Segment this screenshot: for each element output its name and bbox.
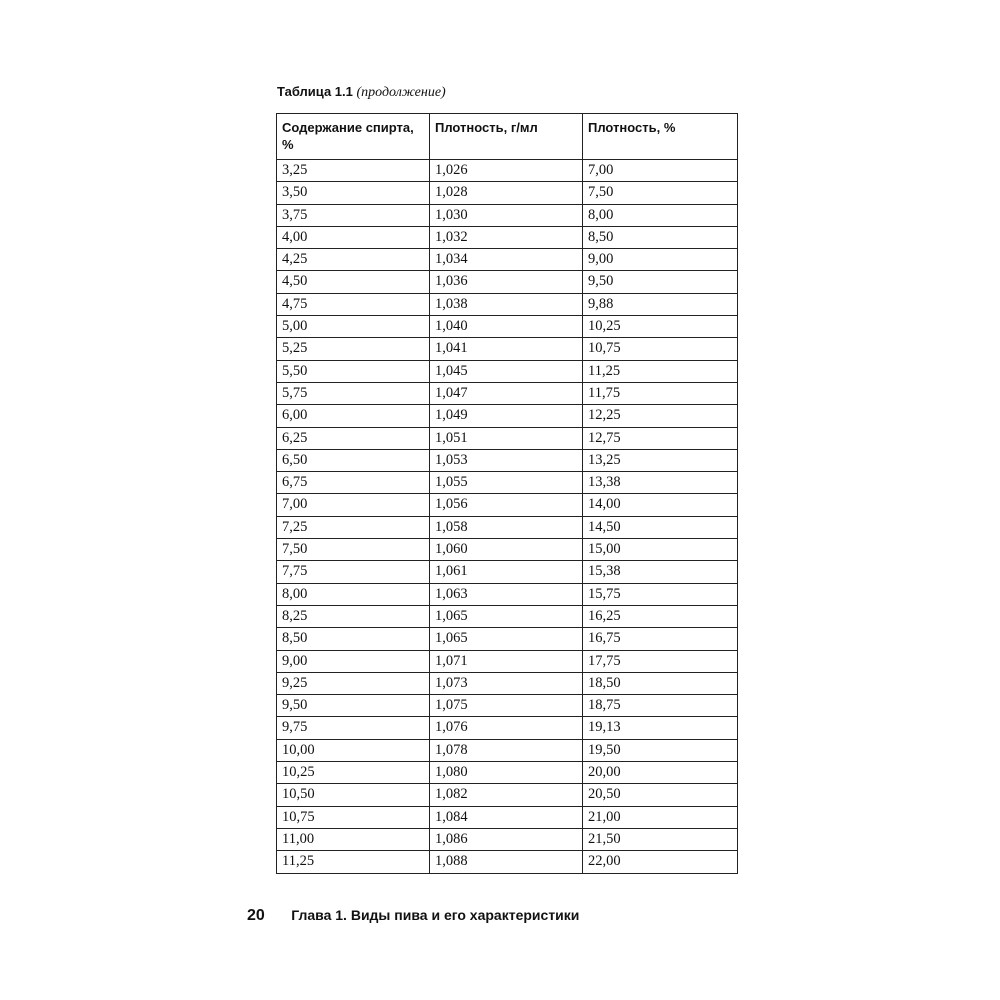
cell-density-gml: 1,041 — [430, 338, 583, 360]
cell-density-percent: 19,50 — [583, 739, 738, 761]
cell-alcohol: 7,50 — [277, 539, 430, 561]
table-row — [277, 472, 738, 494]
cell-density-percent: 12,75 — [583, 427, 738, 449]
cell-alcohol: 11,25 — [277, 851, 430, 873]
cell-density-gml: 1,060 — [430, 539, 583, 561]
cell-density-percent: 9,50 — [583, 271, 738, 293]
cell-density-gml: 1,082 — [430, 784, 583, 806]
cell-alcohol: 9,25 — [277, 672, 430, 694]
cell-alcohol: 5,25 — [277, 338, 430, 360]
page-number: 20 — [247, 907, 265, 924]
cell-alcohol: 4,50 — [277, 271, 430, 293]
cell-density-percent: 13,25 — [583, 449, 738, 471]
cell-density-gml: 1,040 — [430, 316, 583, 338]
table-row — [277, 739, 738, 761]
cell-alcohol: 10,75 — [277, 806, 430, 828]
cell-density-percent: 11,75 — [583, 382, 738, 404]
cell-density-gml: 1,075 — [430, 695, 583, 717]
cell-alcohol: 6,25 — [277, 427, 430, 449]
cell-alcohol: 6,75 — [277, 472, 430, 494]
cell-density-percent: 8,50 — [583, 226, 738, 248]
cell-density-percent: 17,75 — [583, 650, 738, 672]
table-row — [277, 338, 738, 360]
cell-alcohol: 5,50 — [277, 360, 430, 382]
cell-alcohol: 5,75 — [277, 382, 430, 404]
table-row — [277, 828, 738, 850]
cell-density-gml: 1,088 — [430, 851, 583, 873]
cell-density-gml: 1,053 — [430, 449, 583, 471]
cell-alcohol: 6,00 — [277, 405, 430, 427]
cell-density-percent: 15,00 — [583, 539, 738, 561]
table-row — [277, 316, 738, 338]
cell-alcohol: 3,25 — [277, 160, 430, 182]
table-row — [277, 427, 738, 449]
cell-density-percent: 15,75 — [583, 583, 738, 605]
table-row — [277, 672, 738, 694]
table-row — [277, 271, 738, 293]
cell-density-gml: 1,034 — [430, 249, 583, 271]
cell-alcohol: 10,50 — [277, 784, 430, 806]
page-footer — [247, 907, 579, 925]
cell-density-percent: 14,50 — [583, 516, 738, 538]
cell-density-percent: 10,75 — [583, 338, 738, 360]
table-row — [277, 762, 738, 784]
table-caption-label: Таблица 1.1 — [277, 84, 353, 99]
cell-density-gml: 1,038 — [430, 293, 583, 315]
column-header-density-percent: Плотность, % — [583, 114, 738, 160]
cell-alcohol: 4,75 — [277, 293, 430, 315]
column-header-density-gml: Плотность, г/мл — [430, 114, 583, 160]
cell-density-gml: 1,028 — [430, 182, 583, 204]
table-row — [277, 449, 738, 471]
cell-density-gml: 1,047 — [430, 382, 583, 404]
cell-density-percent: 21,50 — [583, 828, 738, 850]
cell-density-percent: 20,00 — [583, 762, 738, 784]
table-row — [277, 204, 738, 226]
cell-alcohol: 7,00 — [277, 494, 430, 516]
cell-density-percent: 14,00 — [583, 494, 738, 516]
cell-alcohol: 4,00 — [277, 226, 430, 248]
cell-density-gml: 1,049 — [430, 405, 583, 427]
cell-density-percent: 22,00 — [583, 851, 738, 873]
cell-alcohol: 11,00 — [277, 828, 430, 850]
cell-density-percent: 8,00 — [583, 204, 738, 226]
column-header-alcohol: Содержание спирта, % — [277, 114, 430, 160]
table-row — [277, 382, 738, 404]
table-row — [277, 182, 738, 204]
cell-density-percent: 7,00 — [583, 160, 738, 182]
cell-density-percent: 11,25 — [583, 360, 738, 382]
table-row — [277, 806, 738, 828]
table-row — [277, 784, 738, 806]
cell-alcohol: 8,25 — [277, 605, 430, 627]
cell-density-percent: 13,38 — [583, 472, 738, 494]
table-row — [277, 405, 738, 427]
table-row — [277, 650, 738, 672]
cell-density-gml: 1,036 — [430, 271, 583, 293]
cell-density-percent: 21,00 — [583, 806, 738, 828]
cell-alcohol: 4,25 — [277, 249, 430, 271]
cell-density-gml: 1,030 — [430, 204, 583, 226]
table-row — [277, 717, 738, 739]
cell-density-gml: 1,051 — [430, 427, 583, 449]
cell-alcohol: 7,25 — [277, 516, 430, 538]
cell-alcohol: 9,75 — [277, 717, 430, 739]
cell-density-gml: 1,058 — [430, 516, 583, 538]
cell-density-percent: 18,75 — [583, 695, 738, 717]
cell-density-gml: 1,065 — [430, 628, 583, 650]
cell-density-percent: 16,75 — [583, 628, 738, 650]
table-row — [277, 360, 738, 382]
density-table — [276, 113, 738, 874]
cell-density-gml: 1,073 — [430, 672, 583, 694]
table-row — [277, 583, 738, 605]
table-row — [277, 695, 738, 717]
cell-density-gml: 1,055 — [430, 472, 583, 494]
cell-density-percent: 18,50 — [583, 672, 738, 694]
cell-density-percent: 9,00 — [583, 249, 738, 271]
cell-alcohol: 6,50 — [277, 449, 430, 471]
cell-density-gml: 1,032 — [430, 226, 583, 248]
cell-density-percent: 10,25 — [583, 316, 738, 338]
table-row — [277, 160, 738, 182]
cell-alcohol: 3,50 — [277, 182, 430, 204]
cell-density-gml: 1,065 — [430, 605, 583, 627]
cell-density-percent: 16,25 — [583, 605, 738, 627]
cell-alcohol: 5,00 — [277, 316, 430, 338]
cell-alcohol: 9,00 — [277, 650, 430, 672]
table-row — [277, 494, 738, 516]
table-row — [277, 605, 738, 627]
cell-density-gml: 1,045 — [430, 360, 583, 382]
cell-alcohol: 7,75 — [277, 561, 430, 583]
cell-density-percent: 19,13 — [583, 717, 738, 739]
table-row — [277, 293, 738, 315]
cell-density-percent: 20,50 — [583, 784, 738, 806]
cell-density-percent: 15,38 — [583, 561, 738, 583]
table-row — [277, 561, 738, 583]
table-row — [277, 539, 738, 561]
table-row — [277, 516, 738, 538]
cell-density-gml: 1,071 — [430, 650, 583, 672]
cell-density-percent: 12,25 — [583, 405, 738, 427]
table-row — [277, 851, 738, 873]
table-row — [277, 628, 738, 650]
cell-density-gml: 1,026 — [430, 160, 583, 182]
cell-density-gml: 1,084 — [430, 806, 583, 828]
cell-density-percent: 7,50 — [583, 182, 738, 204]
table-header-row — [277, 114, 738, 160]
cell-alcohol: 3,75 — [277, 204, 430, 226]
cell-density-gml: 1,076 — [430, 717, 583, 739]
cell-alcohol: 8,50 — [277, 628, 430, 650]
cell-density-gml: 1,080 — [430, 762, 583, 784]
cell-alcohol: 10,00 — [277, 739, 430, 761]
cell-density-percent: 9,88 — [583, 293, 738, 315]
running-head: Глава 1. Виды пива и его характеристики — [291, 907, 580, 923]
cell-density-gml: 1,056 — [430, 494, 583, 516]
cell-alcohol: 8,00 — [277, 583, 430, 605]
cell-alcohol: 9,50 — [277, 695, 430, 717]
table-caption-note: (продолжение) — [356, 85, 446, 100]
cell-density-gml: 1,063 — [430, 583, 583, 605]
table-row — [277, 249, 738, 271]
cell-density-gml: 1,061 — [430, 561, 583, 583]
table-caption — [277, 84, 446, 101]
cell-alcohol: 10,25 — [277, 762, 430, 784]
table-body — [277, 160, 738, 874]
table-row — [277, 226, 738, 248]
cell-density-gml: 1,078 — [430, 739, 583, 761]
cell-density-gml: 1,086 — [430, 828, 583, 850]
